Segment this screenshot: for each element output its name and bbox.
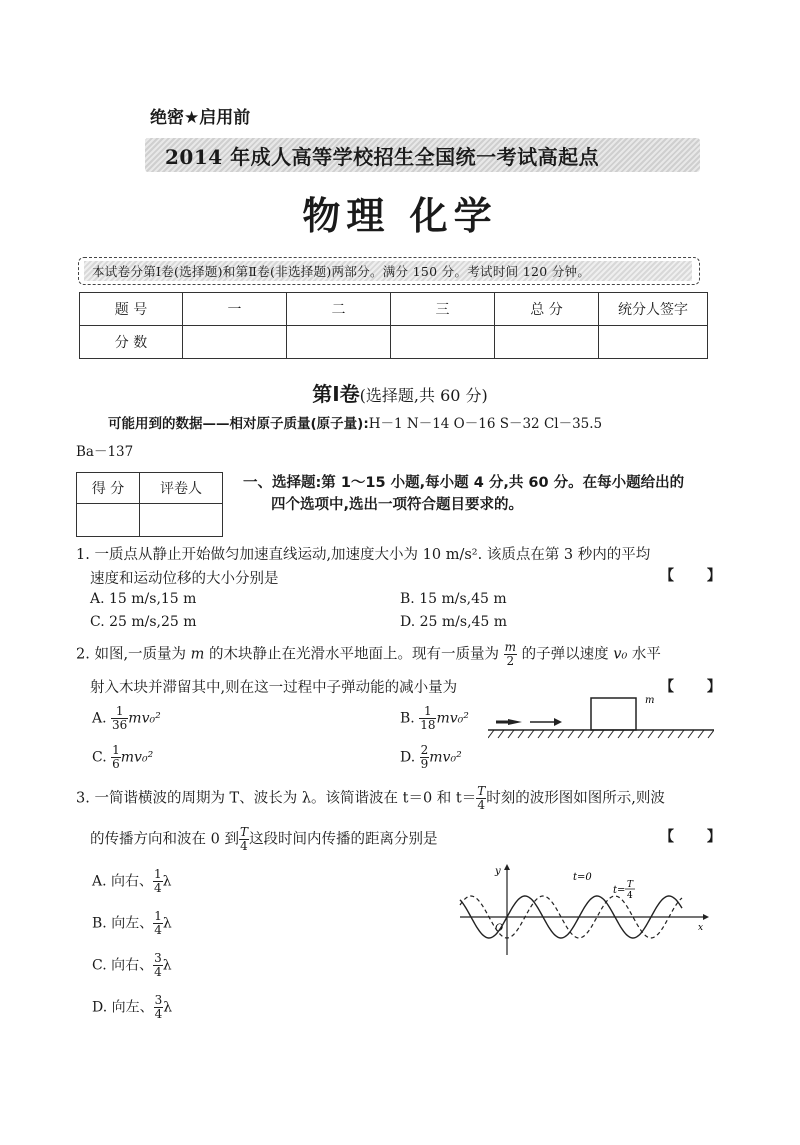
- q2-option-d-label: D.: [400, 749, 416, 766]
- q3-c-den: 4: [154, 965, 162, 979]
- q3-b-den: 4: [154, 923, 162, 937]
- y-axis-arrow: [504, 864, 510, 870]
- q2-text-d: 水平: [631, 646, 661, 663]
- q3-frac2-den: 4: [240, 839, 248, 853]
- atomic-mass-prefix: 可能用到的数据——相对原子质量(原子量):: [108, 416, 369, 432]
- q2-b-mv: mv₀²: [436, 710, 469, 727]
- q2-c-num: 1: [112, 743, 120, 757]
- q3-option-a: [92, 868, 172, 895]
- section-title-rest: (选择题,共 60 分): [359, 386, 488, 405]
- q2-c-mv: mv₀²: [120, 749, 154, 766]
- q2-option-c: [92, 744, 153, 771]
- subject-title: 物理 化学: [302, 194, 498, 238]
- score-header-1: 一: [183, 293, 287, 326]
- q1-option-d: D. 25 m/s,45 m: [400, 614, 508, 630]
- q2-answer-bracket[interactable]: 【 】: [660, 679, 735, 695]
- q2-option-c-label: C.: [92, 749, 107, 766]
- secret-label: 绝密★启用前: [150, 108, 251, 128]
- tT4-num: T: [627, 880, 634, 890]
- q3-option-a-fraction: [153, 868, 163, 895]
- notice-text: 本试卷分第Ⅰ卷(选择题)和第Ⅱ卷(非选择题)两部分。满分 150 分。考试时间 120 分钟。: [92, 264, 591, 279]
- grader-name-label: 评卷人: [140, 473, 223, 504]
- q2-frac-den: 2: [506, 654, 515, 668]
- score-cell-3[interactable]: [391, 326, 495, 359]
- q2-velocity-symbol: v₀: [613, 646, 628, 663]
- q1-option-c: C. 25 m/s,25 m: [90, 614, 197, 630]
- origin-label: O: [495, 923, 504, 934]
- tT4-label-prefix: t=: [613, 885, 626, 896]
- q2-a-num: 1: [111, 705, 128, 719]
- q2-frac-num: m: [504, 640, 517, 654]
- q1-answer-bracket[interactable]: 【 】: [660, 568, 735, 584]
- y-axis-label: y: [495, 866, 501, 877]
- q3-frac2-num: T: [239, 825, 248, 839]
- score-header-2: 二: [287, 293, 391, 326]
- t0-label: t=0: [573, 872, 592, 883]
- atomic-mass-line: [108, 412, 602, 432]
- q3-option-c-label: C. 向右、: [92, 957, 154, 974]
- q3-stem-line-2: [90, 826, 437, 853]
- q1-stem-line-2: 速度和运动位移的大小分别是: [90, 571, 279, 587]
- q3-option-d-fraction: [154, 994, 164, 1021]
- score-cell-signature[interactable]: [599, 326, 708, 359]
- q2-stem-line-2: 射入木块并滞留其中,则在这一过程中子弹动能的减小量为: [90, 680, 458, 696]
- q3-d-lambda: λ: [163, 999, 173, 1016]
- q2-option-d: [400, 744, 462, 771]
- q3-b-num: 1: [154, 909, 162, 923]
- q3-stem-line-1: [76, 785, 665, 812]
- atomic-mass-values: H－1 N－14 O－16 S－32 Cl－35.5: [368, 416, 603, 432]
- q2-half-mass-fraction: [504, 641, 517, 668]
- block-mass-label: m: [645, 695, 655, 706]
- x-axis-arrow: [703, 914, 709, 920]
- q3-frac1-num: T: [477, 784, 486, 798]
- q3-d-num: 3: [154, 993, 163, 1007]
- q3-option-c: [92, 952, 172, 979]
- score-header-3: 三: [391, 293, 495, 326]
- q2-option-d-fraction: [420, 744, 430, 771]
- instructions-line-1: 一、选择题:第 1～15 小题,每小题 4 分,共 60 分。在每小题给出的: [243, 475, 685, 491]
- q3-option-b-label: B. 向左、: [92, 915, 154, 932]
- grader-table: [76, 472, 223, 537]
- q2-option-b-label: B.: [400, 710, 415, 727]
- x-axis-label: x: [698, 923, 704, 933]
- q3-text-c: 的传播方向和波在 0 到: [90, 831, 239, 848]
- q2-b-den: 18: [420, 718, 436, 732]
- q2-a-mv: mv₀²: [128, 710, 161, 727]
- section-title-bold: 第Ⅰ卷: [312, 382, 360, 406]
- score-header-total: 总 分: [495, 293, 599, 326]
- q2-text-c: 的子弹以速度: [521, 646, 609, 663]
- q3-a-lambda: λ: [162, 873, 172, 890]
- ground-hatching: [488, 730, 714, 738]
- score-table: [79, 292, 708, 359]
- q2-d-num: 2: [420, 743, 429, 757]
- q3-quarter-period-fraction-2: [239, 826, 249, 853]
- q3-option-b-fraction: [153, 910, 163, 937]
- q2-d-mv: mv₀²: [429, 749, 462, 766]
- grader-score-label: 得 分: [77, 473, 140, 504]
- q3-d-den: 4: [154, 1007, 163, 1021]
- q2-option-c-fraction: [111, 744, 121, 771]
- score-cell-1[interactable]: [183, 326, 287, 359]
- bullet-shape: [508, 719, 522, 725]
- q3-option-b: [92, 910, 172, 937]
- instructions-line-2: 四个选项中,选出一项符合题目要求的。: [271, 497, 524, 513]
- velocity-arrow-head: [554, 718, 562, 726]
- q2-d-den: 9: [420, 757, 429, 771]
- section-title: [0, 378, 800, 407]
- q3-option-d: [92, 994, 172, 1021]
- q2-text-b: 的木块静止在光滑水平地面上。现有一质量为: [209, 646, 500, 663]
- q1-stem-line-1: 1. 一质点从静止开始做匀加速直线运动,加速度大小为 10 m/s². 该质点在第 3 秒内的平均: [76, 547, 651, 563]
- q3-option-c-fraction: [153, 952, 163, 979]
- score-cell-total[interactable]: [495, 326, 599, 359]
- q2-c-den: 6: [112, 757, 120, 771]
- exam-title: 2014 年成人高等学校招生全国统一考试高起点: [165, 145, 600, 169]
- q3-text-b: 时刻的波形图如图所示,则波: [486, 790, 665, 807]
- q2-option-a-label: A.: [92, 710, 107, 727]
- score-header-signature: 统分人签字: [599, 293, 708, 326]
- score-cell-2[interactable]: [287, 326, 391, 359]
- q3-frac1-den: 4: [477, 798, 486, 812]
- q2-option-b-fraction: [419, 705, 436, 732]
- q3-a-den: 4: [154, 881, 162, 895]
- q2-block-bullet-figure: [488, 690, 714, 742]
- q3-text-d: 这段时间内传播的距离分别是: [248, 831, 438, 848]
- q3-text-a: 3. 一简谐横波的周期为 T、波长为 λ。该简谐波在 t＝0 和 t＝: [76, 790, 477, 807]
- atomic-mass-line-2: Ba－137: [76, 444, 134, 460]
- q2-mass-symbol: m: [190, 646, 205, 663]
- wooden-block: [591, 698, 636, 730]
- q2-option-a-fraction: [111, 705, 128, 732]
- grader-score-cell[interactable]: [77, 504, 140, 537]
- q3-a-num: 1: [154, 867, 162, 881]
- q1-option-b: B. 15 m/s,45 m: [400, 591, 507, 607]
- q2-stem-line-1: [76, 641, 661, 668]
- grader-name-cell[interactable]: [140, 504, 223, 537]
- q3-b-lambda: λ: [162, 915, 172, 932]
- q2-text-a: 2. 如图,一质量为: [76, 646, 187, 663]
- q2-option-b: [400, 705, 469, 732]
- q3-c-num: 3: [154, 951, 162, 965]
- q3-quarter-period-fraction: [476, 785, 486, 812]
- score-header-label: 题 号: [80, 293, 183, 326]
- q3-c-lambda: λ: [162, 957, 172, 974]
- score-row-label: 分 数: [80, 326, 183, 359]
- q3-answer-bracket[interactable]: 【 】: [660, 829, 735, 845]
- q3-option-d-label: D. 向左、: [92, 999, 154, 1016]
- q3-wave-figure: [455, 860, 715, 960]
- tT4-den: 4: [627, 891, 633, 901]
- q1-option-a: A. 15 m/s,15 m: [90, 591, 197, 607]
- q2-option-a: [92, 705, 161, 732]
- q2-b-num: 1: [419, 705, 436, 719]
- q2-a-den: 36: [112, 718, 128, 732]
- q3-option-a-label: A. 向右、: [92, 873, 154, 890]
